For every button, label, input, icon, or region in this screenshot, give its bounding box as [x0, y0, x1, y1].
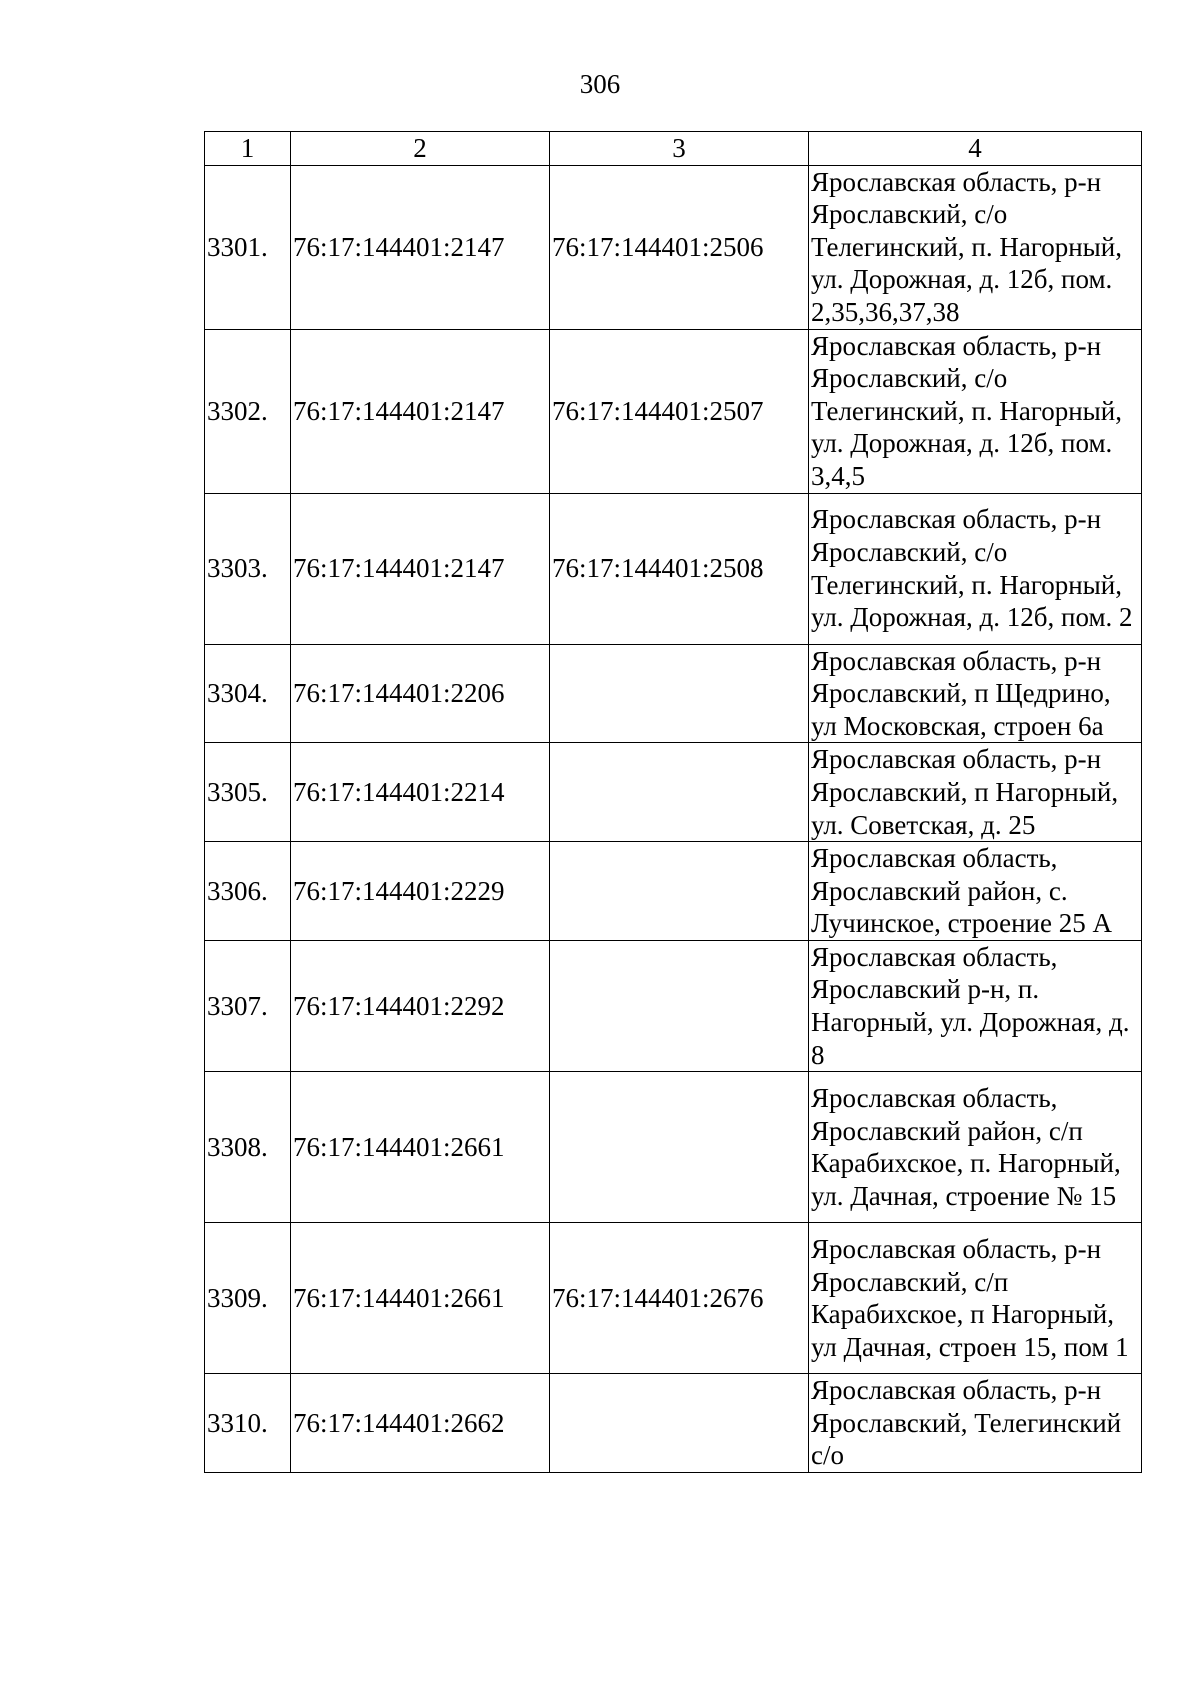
- table-row: [205, 1374, 1142, 1473]
- object-cadastral-number: 76:17:144401:2508: [550, 493, 809, 644]
- row-number: 3308.: [205, 1072, 291, 1223]
- address: Ярославская область, Ярославский район, с. Лучинское, строение 25 А: [809, 842, 1142, 941]
- address: Ярославская область, Ярославский р-н, п. Нагорный, ул. Дорожная, д. 8: [809, 940, 1142, 1071]
- header-col-1: 1: [205, 132, 291, 166]
- parcel-cadastral-number: 76:17:144401:2292: [291, 940, 550, 1071]
- address: Ярославская область, р-н Ярославский, с/п Карабихское, п Нагорный, ул Дачная, строен 15, пом 1: [809, 1223, 1142, 1374]
- table-row: [205, 1223, 1142, 1374]
- table-row: [205, 1072, 1142, 1223]
- registry-table: [204, 131, 1142, 1473]
- row-number: 3309.: [205, 1223, 291, 1374]
- row-number: 3303.: [205, 493, 291, 644]
- parcel-cadastral-number: 76:17:144401:2147: [291, 165, 550, 329]
- address: Ярославская область, р-н Ярославский, п Нагорный, ул. Советская, д. 25: [809, 743, 1142, 842]
- row-number: 3307.: [205, 940, 291, 1071]
- address: Ярославская область, р-н Ярославский, п Щедрино, ул Московская, строен 6а: [809, 644, 1142, 743]
- object-cadastral-number: 76:17:144401:2676: [550, 1223, 809, 1374]
- table-row: [205, 493, 1142, 644]
- object-cadastral-number: [550, 1374, 809, 1473]
- parcel-cadastral-number: 76:17:144401:2206: [291, 644, 550, 743]
- row-number: 3301.: [205, 165, 291, 329]
- parcel-cadastral-number: 76:17:144401:2147: [291, 493, 550, 644]
- parcel-cadastral-number: 76:17:144401:2661: [291, 1072, 550, 1223]
- header-col-4: 4: [809, 132, 1142, 166]
- address: Ярославская область, Ярославский район, с/п Карабихское, п. Нагорный, ул. Дачная, строение № 15: [809, 1072, 1142, 1223]
- object-cadastral-number: 76:17:144401:2507: [550, 329, 809, 493]
- object-cadastral-number: [550, 842, 809, 941]
- address: Ярославская область, р-н Ярославский, с/о Телегинский, п. Нагорный, ул. Дорожная, д. 12б, пом. 3,4,5: [809, 329, 1142, 493]
- row-number: 3304.: [205, 644, 291, 743]
- object-cadastral-number: [550, 1072, 809, 1223]
- object-cadastral-number: [550, 743, 809, 842]
- parcel-cadastral-number: 76:17:144401:2214: [291, 743, 550, 842]
- table-row: [205, 329, 1142, 493]
- table-row: [205, 165, 1142, 329]
- table-row: [205, 743, 1142, 842]
- object-cadastral-number: [550, 644, 809, 743]
- table-header-row: [205, 132, 1142, 166]
- row-number: 3302.: [205, 329, 291, 493]
- parcel-cadastral-number: 76:17:144401:2147: [291, 329, 550, 493]
- header-col-2: 2: [291, 132, 550, 166]
- row-number: 3305.: [205, 743, 291, 842]
- object-cadastral-number: 76:17:144401:2506: [550, 165, 809, 329]
- address: Ярославская область, р-н Ярославский, Телегинский с/о: [809, 1374, 1142, 1473]
- address: Ярославская область, р-н Ярославский, с/о Телегинский, п. Нагорный, ул. Дорожная, д. 12б, пом. 2: [809, 493, 1142, 644]
- row-number: 3310.: [205, 1374, 291, 1473]
- row-number: 3306.: [205, 842, 291, 941]
- object-cadastral-number: [550, 940, 809, 1071]
- page-number: 306: [579, 69, 621, 99]
- header-col-3: 3: [550, 132, 809, 166]
- parcel-cadastral-number: 76:17:144401:2662: [291, 1374, 550, 1473]
- address: Ярославская область, р-н Ярославский, с/о Телегинский, п. Нагорный, ул. Дорожная, д. 12б, пом. 2,35,36,37,38: [809, 165, 1142, 329]
- parcel-cadastral-number: 76:17:144401:2229: [291, 842, 550, 941]
- table-row: [205, 644, 1142, 743]
- parcel-cadastral-number: 76:17:144401:2661: [291, 1223, 550, 1374]
- table-row: [205, 940, 1142, 1071]
- table-row: [205, 842, 1142, 941]
